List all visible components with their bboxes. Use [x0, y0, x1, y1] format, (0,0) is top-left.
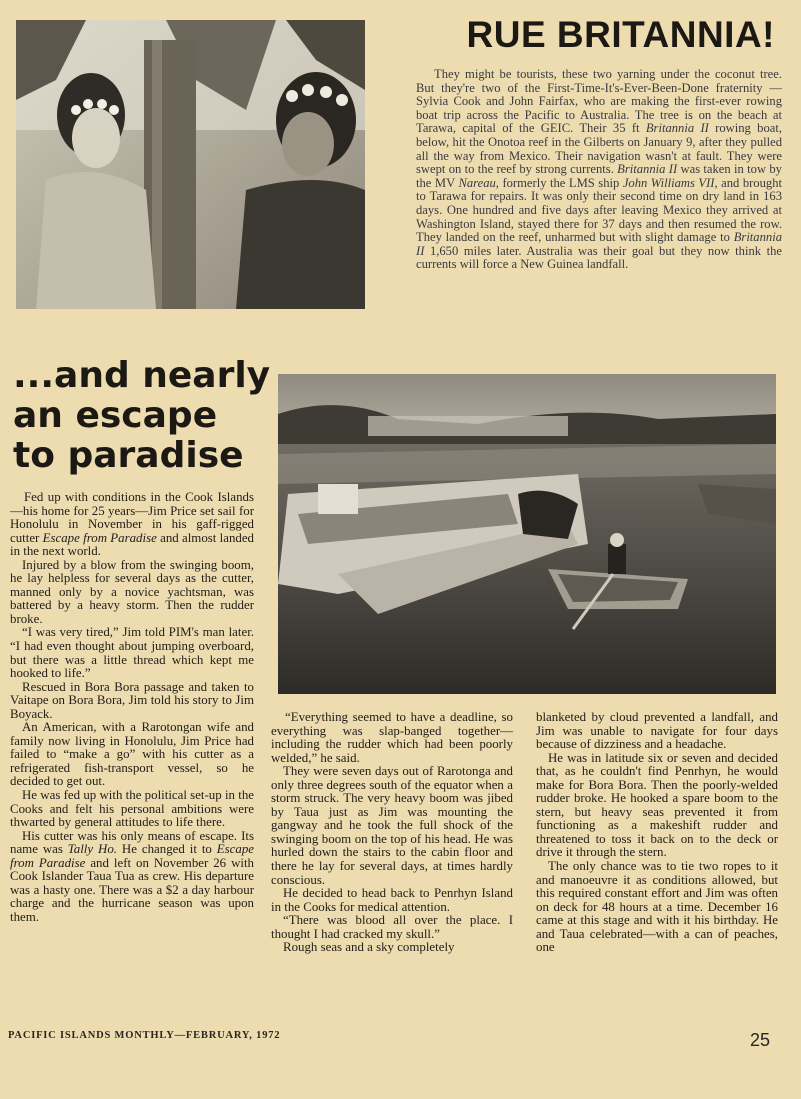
article-paragraph: The only chance was to tie two ropes to it and manoeuvre it as conditions allowed, but this required constant effort and Jim was often on deck for 48 hours at a time. December 16 came at this stage and with it his birthday. He and Taua celebrated—with a can of peaches, one — [536, 859, 778, 955]
escape-heading-line: ...and nearly — [13, 355, 271, 396]
rue-text-2: rowing boat, below, hit the Onotoa reef in the Gilberts on January 9, after they pulled all the way from Mexico. Their navigation wasn't at fault. They were swept on to the reef by strong currents. — [416, 121, 782, 177]
article-paragraph: blanketed by cloud prevented a landfall, and Jim was unable to navigate for four days because of dizziness and a headache. — [536, 710, 778, 752]
article-paragraph: Rescued in Bora Bora passage and taken to Vaitape on Bora Bora, Jim told his story to Jim Boyack. — [10, 679, 254, 721]
escape-heading-line: to paradise — [13, 435, 244, 476]
page-number: 25 — [750, 1030, 771, 1050]
article-paragraph — [10, 491, 254, 559]
rue-emph-1: Britannia II — [645, 121, 709, 136]
rue-text-1: They might be tourists, these two yarning under the coconut tree. But they're two of the First-Time-It's-Ever-Been-Done fraternity — Sylvia Cook and John Fairfax, who are making the first-ever rowing boat trip across the Pacific to Australia. The tree is on the beach at Tarawa, capital of the GEIC. Their 35 ft — [416, 67, 782, 136]
article-paragraph: They were seven days out of Rarotonga and only three degrees south of the equator when a storm struck. The very heavy boom was jibed by Taua just as Jim was mounting the gangway and he took the full shock of the swinging boom on the top of his head. He was hurled down the stairs to the cabin floor and there he lay for several days, at times hardly conscious. — [271, 764, 513, 887]
paragraph-text: and left on November 26 with Cook Islander Taua Tua as crew. His departure was a hasty one. There was a $2 a day harbour charge and the hurricane season was upon them. — [10, 855, 254, 924]
paragraph-text: Fed up with conditions in the Cook Islands—his home for 25 years—Jim Price set sail for Honolulu in November in his gaff-rigged cutter — [10, 490, 254, 545]
rue-text-5: and brought to Tarawa for repairs. It was only their second time on dry land in 163 days. One hundred and five days after leaving Mexico they arrived at Washington Island, stayed there for 37 days and then resumed the row. They landed on the reef, unharmed but with slight damage to — [416, 175, 782, 245]
beach-photo — [16, 20, 365, 309]
boat-name: Escape from Paradise — [10, 842, 254, 870]
boat-name: Escape from Paradise — [42, 530, 157, 545]
rue-britannia-title: RUE BRITANNIA! — [466, 14, 775, 55]
paragraph-text: His cutter was his only means of escape. Its name was — [10, 828, 254, 857]
article-paragraph: He decided to head back to Penrhyn Island in the Cooks for medical attention. — [271, 886, 513, 914]
rue-text-3: was taken in tow by the MV — [416, 162, 782, 190]
escape-column-1 — [10, 491, 254, 925]
rue-emph-3: Nareau, — [458, 175, 499, 190]
article-paragraph: Injured by a blow from the swinging boom, he lay helpless for several days as the cutter, manned only by a novice yachtsman, was battered by a heavy storm. Then the rudder broke. — [10, 557, 254, 626]
paragraph-text: and almost landed in the next world. — [10, 530, 254, 559]
rue-britannia-caption — [416, 68, 782, 272]
article-paragraph: An American, with a Rarotongan wife and family now living in Honolulu, Jim Price had failed to “make a go” with his cutter as a refrigerated fish-transport vessel, so he decided to get out. — [10, 720, 254, 789]
rue-text-6: 1,650 miles later. Australia was their goal but they now think the currents will force a New Guinea landfall. — [416, 243, 782, 272]
rue-emph-4: John Williams VII, — [622, 175, 718, 190]
paragraph-text: He changed it to — [117, 842, 217, 857]
article-paragraph: “I was very tired,” Jim told PIM's man later. “I had even thought about jumping overboard, but there was a little thread which kept me hooked to life.” — [10, 625, 254, 681]
article-paragraph: Rough seas and a sky completely — [283, 940, 455, 955]
article-paragraph — [10, 830, 254, 925]
escape-heading — [13, 356, 273, 476]
boat-name: Tally Ho. — [67, 842, 118, 857]
publication-footer: PACIFIC ISLANDS MONTHLY—FEBRUARY, 1972 — [8, 1030, 281, 1041]
rue-emph-2: Britannia II — [617, 162, 678, 177]
rue-emph-5: Britannia II — [416, 230, 782, 258]
escape-column-2 — [271, 711, 513, 955]
article-paragraph: He was fed up with the political set-up in the Cooks and felt his personal ambitions were thwarted by general attitudes to life there. — [10, 788, 254, 830]
article-paragraph: He was in latitude six or seven and decided that, as he couldn't find Penrhyn, he would make for Bora Bora. Then the poorly-welded rudder broke. He hooked a spare boom to the stern, but heavy seas prevented it from functioning as a makeshift rudder and threatened to toss it back on to the deck or drive it through the stern. — [536, 750, 778, 860]
escape-column-3 — [536, 711, 778, 955]
escape-heading-line: an escape — [13, 395, 218, 436]
boat-photo — [278, 374, 776, 694]
rue-text-4: formerly the LMS ship — [498, 175, 623, 190]
article-paragraph: “There was blood all over the place. I thought I had cracked my skull.” — [271, 913, 513, 941]
article-paragraph: “Everything seemed to have a deadline, so everything was slap-banged together—including the rudder which had been poorly welded,” he said. — [271, 710, 513, 765]
